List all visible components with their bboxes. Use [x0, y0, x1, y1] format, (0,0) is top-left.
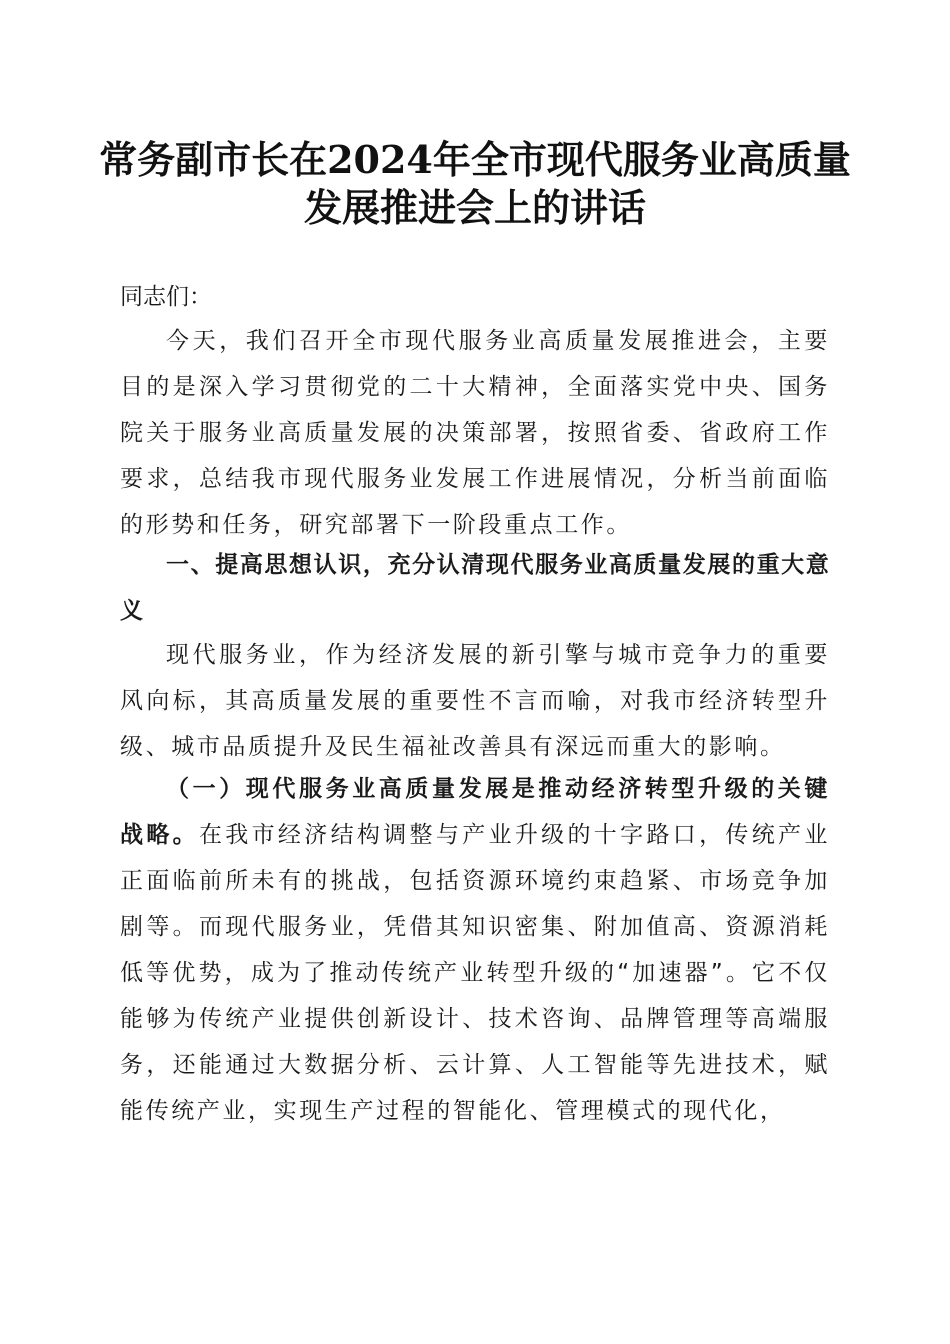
paragraph-strategy	[120, 766, 830, 1134]
document-title-line-2: 发展推进会上的讲话	[303, 185, 646, 230]
paragraph-strategy-body: 在我市经济结构调整与产业升级的十字路口，传统产业正面临前所未有的挑战，包括资源环境约束趋紧、市场竞争加剧等。而现代服务业，凭借其知识密集、附加值高、资源消耗低等优势，成为了推动传统产业转型升级的“加速器”。它不仅能够为传统产业提供创新设计、技术咨询、品牌管理等高端服务，还能通过大数据分析、云计算、人工智能等先进技术，赋能传统产业，实现生产过程的智能化、管理模式的现代化，	[120, 822, 830, 1124]
salutation: 同志们：	[120, 284, 212, 310]
paragraph-intro: 今天，我们召开全市现代服务业高质量发展推进会，主要目的是深入学习贯彻党的二十大精神，全面落实党中央、国务院关于服务业高质量发展的决策部署，按照省委、省政府工作要求，总结我市现代服务业发展工作进展情况，分析当前面临的形势和任务，研究部署下一阶段重点工作。	[120, 328, 830, 538]
paragraph-significance: 现代服务业，作为经济发展的新引擎与城市竞争力的重要风向标，其高质量发展的重要性不言而喻，对我市经济转型升级、城市品质提升及民生福祉改善具有深远而重大的影响。	[120, 642, 830, 760]
section-heading-1: 一、提高思想认识，充分认清现代服务业高质量发展的重大意义	[120, 552, 830, 624]
subheading-1: （一）现代服务业高质量发展是推动经济转型升级的关键战略。	[120, 776, 830, 848]
document-title-line-1: 常务副市长在2024年全市现代服务业高质量	[99, 137, 851, 182]
